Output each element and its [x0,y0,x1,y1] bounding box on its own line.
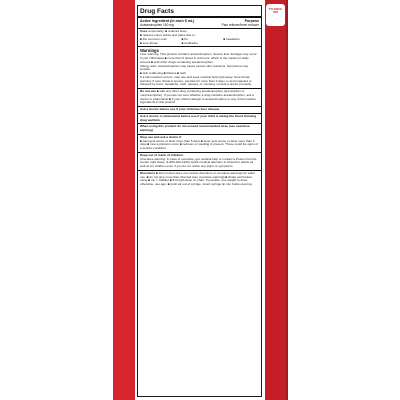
warnings-title: Warnings [140,48,159,54]
box-edge [286,0,288,400]
ask-doctor-pharmacist-text: Ask a doctor or pharmacist before use if your child is taking the blood thinning drug warfarin [140,113,257,122]
drug-facts-box [137,5,262,397]
ask-doctor-pharmacist [138,114,261,125]
liver-warning: Liver warning: This product contains acetaminophen. Severe liver damage may occur if your child takes ■ more than 5 doses in 24 hours, which is the maximum daily amount ■ with other drugs containing acetaminophen [140,52,257,64]
stop-use-text: ■ pain gets worse or lasts more than 5 days ■ fever gets worse or lasts more than 3 days ■ new symptoms occur ■ redness or swelling is present. These could be signs of a serious condition. [140,138,258,151]
allergy-more: If a skin reaction occurs, stop use and seek medical help right away. Sore throat warning: If sore throat is severe, persists for more than 2 days, is accompanied or followed by fever, headache, rash, nausea, or vomiting, consult a doctor promptly. [140,74,252,87]
ask-doctor-liver [138,107,261,114]
stop-use-title: Stop use and ask a doctor if [140,134,182,139]
keep-out-section [138,153,261,171]
do-not-use-text: ■ with any other drug containing acetaminophen (prescription or nonprescription). If you are not sure whether a drug contains acetaminophen, ask a doctor or pharmacist ■ if your child is allergic to acetaminophen or any of the inactive ingredients in this product [140,89,257,105]
do-not-use-section [138,89,261,107]
uses-item: ■ the common cold [140,36,167,41]
drug-facts-title: Drug Facts [138,6,261,18]
uses-section [138,29,261,47]
box-right-side [265,0,287,400]
box-left-side [113,0,135,400]
directions-text: ■ this product does not contain directions or complete warnings for adult use. ■ do not give more than directed (see overdose warning) ■ shake well before using ■ mL = milliliter ■ find right dose on chart. If possible, use weight to dose; otherwise, use age. ■ push air out of syringe. Insert syringe tip into bottle opening. [140,170,255,187]
keep-out-text: Keep out of reach of children. [140,152,184,157]
uses-title: Uses [140,29,148,34]
brand-logo-text: TYLENOL 500 [268,7,283,14]
when-using [138,124,261,135]
allergy-symptoms: ■ skin reddening ■ blisters ■ rash [140,71,186,76]
uses-item: ■ headache [223,36,240,41]
uses-grid-row-2 [140,42,259,46]
directions-section [138,171,261,188]
ask-doctor-liver-text: Ask a doctor before use if your child has liver disease [140,107,220,112]
uses-item [223,42,259,46]
purpose: Pain reliever/fever reducer [221,23,259,28]
active-ingredient: Acetaminophen 160 mg [140,23,174,28]
uses-line2: ■ relieves minor aches and pains due to: [140,33,196,38]
allergy-alert: Allergy alert: Acetaminophen may cause severe skin reactions. Symptoms may include: [140,63,249,72]
uses-item: ■ sore throat [140,40,158,45]
uses-intro: temporarily: ■ reduces fever [148,29,187,34]
drug-facts-panel [135,0,265,400]
purpose-label: Purpose [244,19,259,23]
overdose-warning: Overdose warning: In case of overdose, get medical help or contact a Poison Control Center right away. (1-800-222-1222) Quick medical attention is critical for adults as well as for children even if you do not notice any signs or symptoms. [140,156,257,169]
when-using-text: When using this product do not exceed recommended dose (see overdose warning) [140,124,250,133]
do-not-use-title: Do not use [140,89,156,94]
warnings-section [138,47,261,89]
directions-title: Directions [140,170,156,175]
active-ingredient-label: Active ingredient (in each 5 mL) [140,19,195,23]
uses-item: ■ flu [181,36,188,41]
stop-use-section [138,135,261,153]
uses-item: ■ toothache [181,40,198,45]
brand-logo [266,4,285,26]
